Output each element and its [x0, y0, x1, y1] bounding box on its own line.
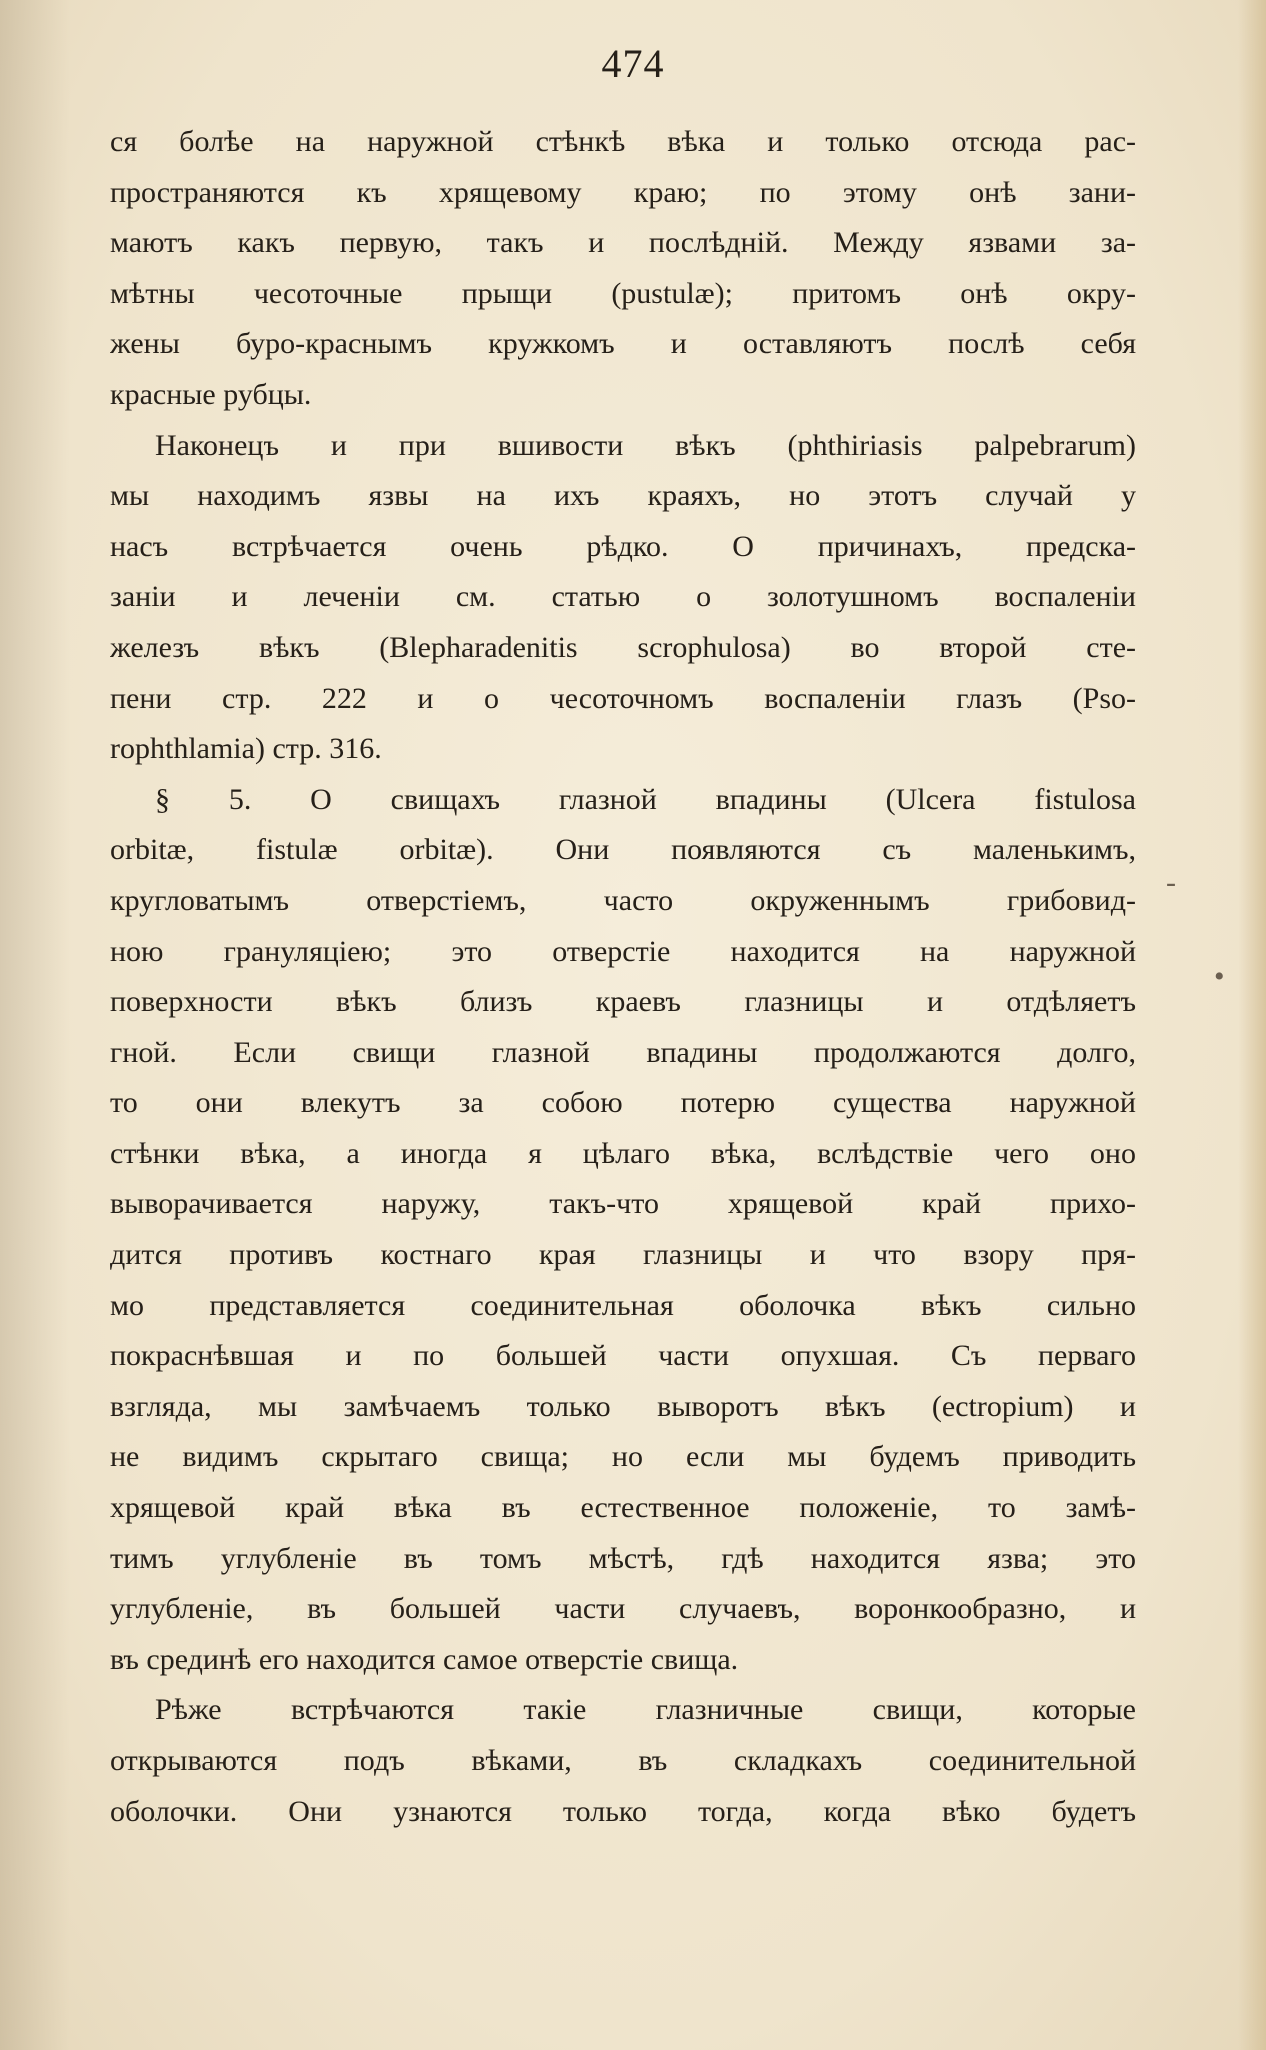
- text-line: углубленіе, въ большей части случаевъ, воронкообразно, и: [110, 1592, 1136, 1626]
- text-line: пространяются къ хрящевому краю; по этому онѣ зани-: [110, 175, 1136, 209]
- margin-dot: •: [1214, 960, 1225, 993]
- text-line: гной. Если свищи глазной впадины продолжаются долго,: [110, 1035, 1136, 1069]
- text-line: мѣтны чесоточные прыщи (pustulæ); притомъ онѣ окру-: [110, 276, 1136, 310]
- page-number: 474: [601, 41, 665, 86]
- text-line: железъ вѣкъ (Blepharadenitis scrophulosa) во второй сте-: [110, 630, 1136, 664]
- binding-shadow: [0, 0, 70, 2050]
- text-line: rophthlamia) стр. 316.: [110, 732, 382, 766]
- margin-dash: -: [1166, 866, 1176, 899]
- text-line: оболочки. Они узнаются только тогда, когда вѣко будетъ: [110, 1794, 1136, 1828]
- text-line: дится противъ костнаго края глазницы и что взору пря-: [110, 1238, 1136, 1272]
- text-line: не видимъ скрытаго свища; но если мы будемъ приводить: [110, 1440, 1136, 1474]
- text-line: въ срединѣ его находится самое отверстіе свища.: [110, 1642, 739, 1676]
- text-line: покраснѣвшая и по большей части опухшая. Съ перваго: [110, 1339, 1136, 1373]
- text-line: пени стр. 222 и о чесоточномъ воспаленіи глазъ (Pso-: [110, 681, 1136, 715]
- text-line: тимъ углубленіе въ томъ мѣстѣ, гдѣ находится язва; это: [110, 1541, 1136, 1575]
- text-line: orbitæ, fistulæ orbitæ). Они появляются съ маленькимъ,: [110, 833, 1136, 867]
- text-line: жены буро-краснымъ кружкомъ и оставляютъ послѣ себя: [110, 327, 1136, 361]
- text-line: взгляда, мы замѣчаемъ только выворотъ вѣкъ (ectropium) и: [110, 1389, 1136, 1423]
- page-edge: [1238, 0, 1266, 2050]
- text-line: насъ встрѣчается очень рѣдко. О причинахъ, предска-: [110, 529, 1136, 563]
- text-line: Рѣже встрѣчаются такіе глазничные свищи, которые: [155, 1693, 1136, 1727]
- text-line: хрящевой край вѣка въ естественное положеніе, то замѣ-: [110, 1491, 1136, 1525]
- text-line: заніи и леченіи см. статью о золотушномъ воспаленіи: [110, 580, 1136, 614]
- text-line: маютъ какъ первую, такъ и послѣдній. Между язвами за-: [110, 226, 1136, 260]
- body-text: [110, 117, 1136, 1837]
- text-line: Наконецъ и при вшивости вѣкъ (phthiriasis palpebrarum): [155, 428, 1136, 462]
- text-line: стѣнки вѣка, а иногда я цѣлаго вѣка, вслѣдствіе чего оно: [110, 1136, 1136, 1170]
- text-line: то они влекутъ за собою потерю существа наружной: [110, 1086, 1136, 1120]
- text-line: мо представляется соединительная оболочка вѣкъ сильно: [110, 1288, 1136, 1322]
- text-line: открываются подъ вѣками, въ складкахъ соединительной: [110, 1744, 1136, 1777]
- text-line: выворачивается наружу, такъ-что хрящевой край прихо-: [110, 1187, 1136, 1221]
- text-line: кругловатымъ отверстіемъ, часто окруженнымъ грибовид-: [110, 883, 1136, 917]
- section-heading-line: § 5. О свищахъ глазной впадины (Ulcera fistulosa: [155, 782, 1136, 816]
- text-line: поверхности вѣкъ близъ краевъ глазницы и отдѣляетъ: [110, 985, 1136, 1019]
- text-line: ся болѣе на наружной стѣнкѣ вѣка и только отсюда рас-: [110, 125, 1136, 158]
- text-line: красные рубцы.: [110, 377, 312, 411]
- text-line: ною грануляціею; это отверстіе находится на наружной: [110, 934, 1136, 968]
- text-line: мы находимъ язвы на ихъ краяхъ, но этотъ случай у: [110, 479, 1136, 513]
